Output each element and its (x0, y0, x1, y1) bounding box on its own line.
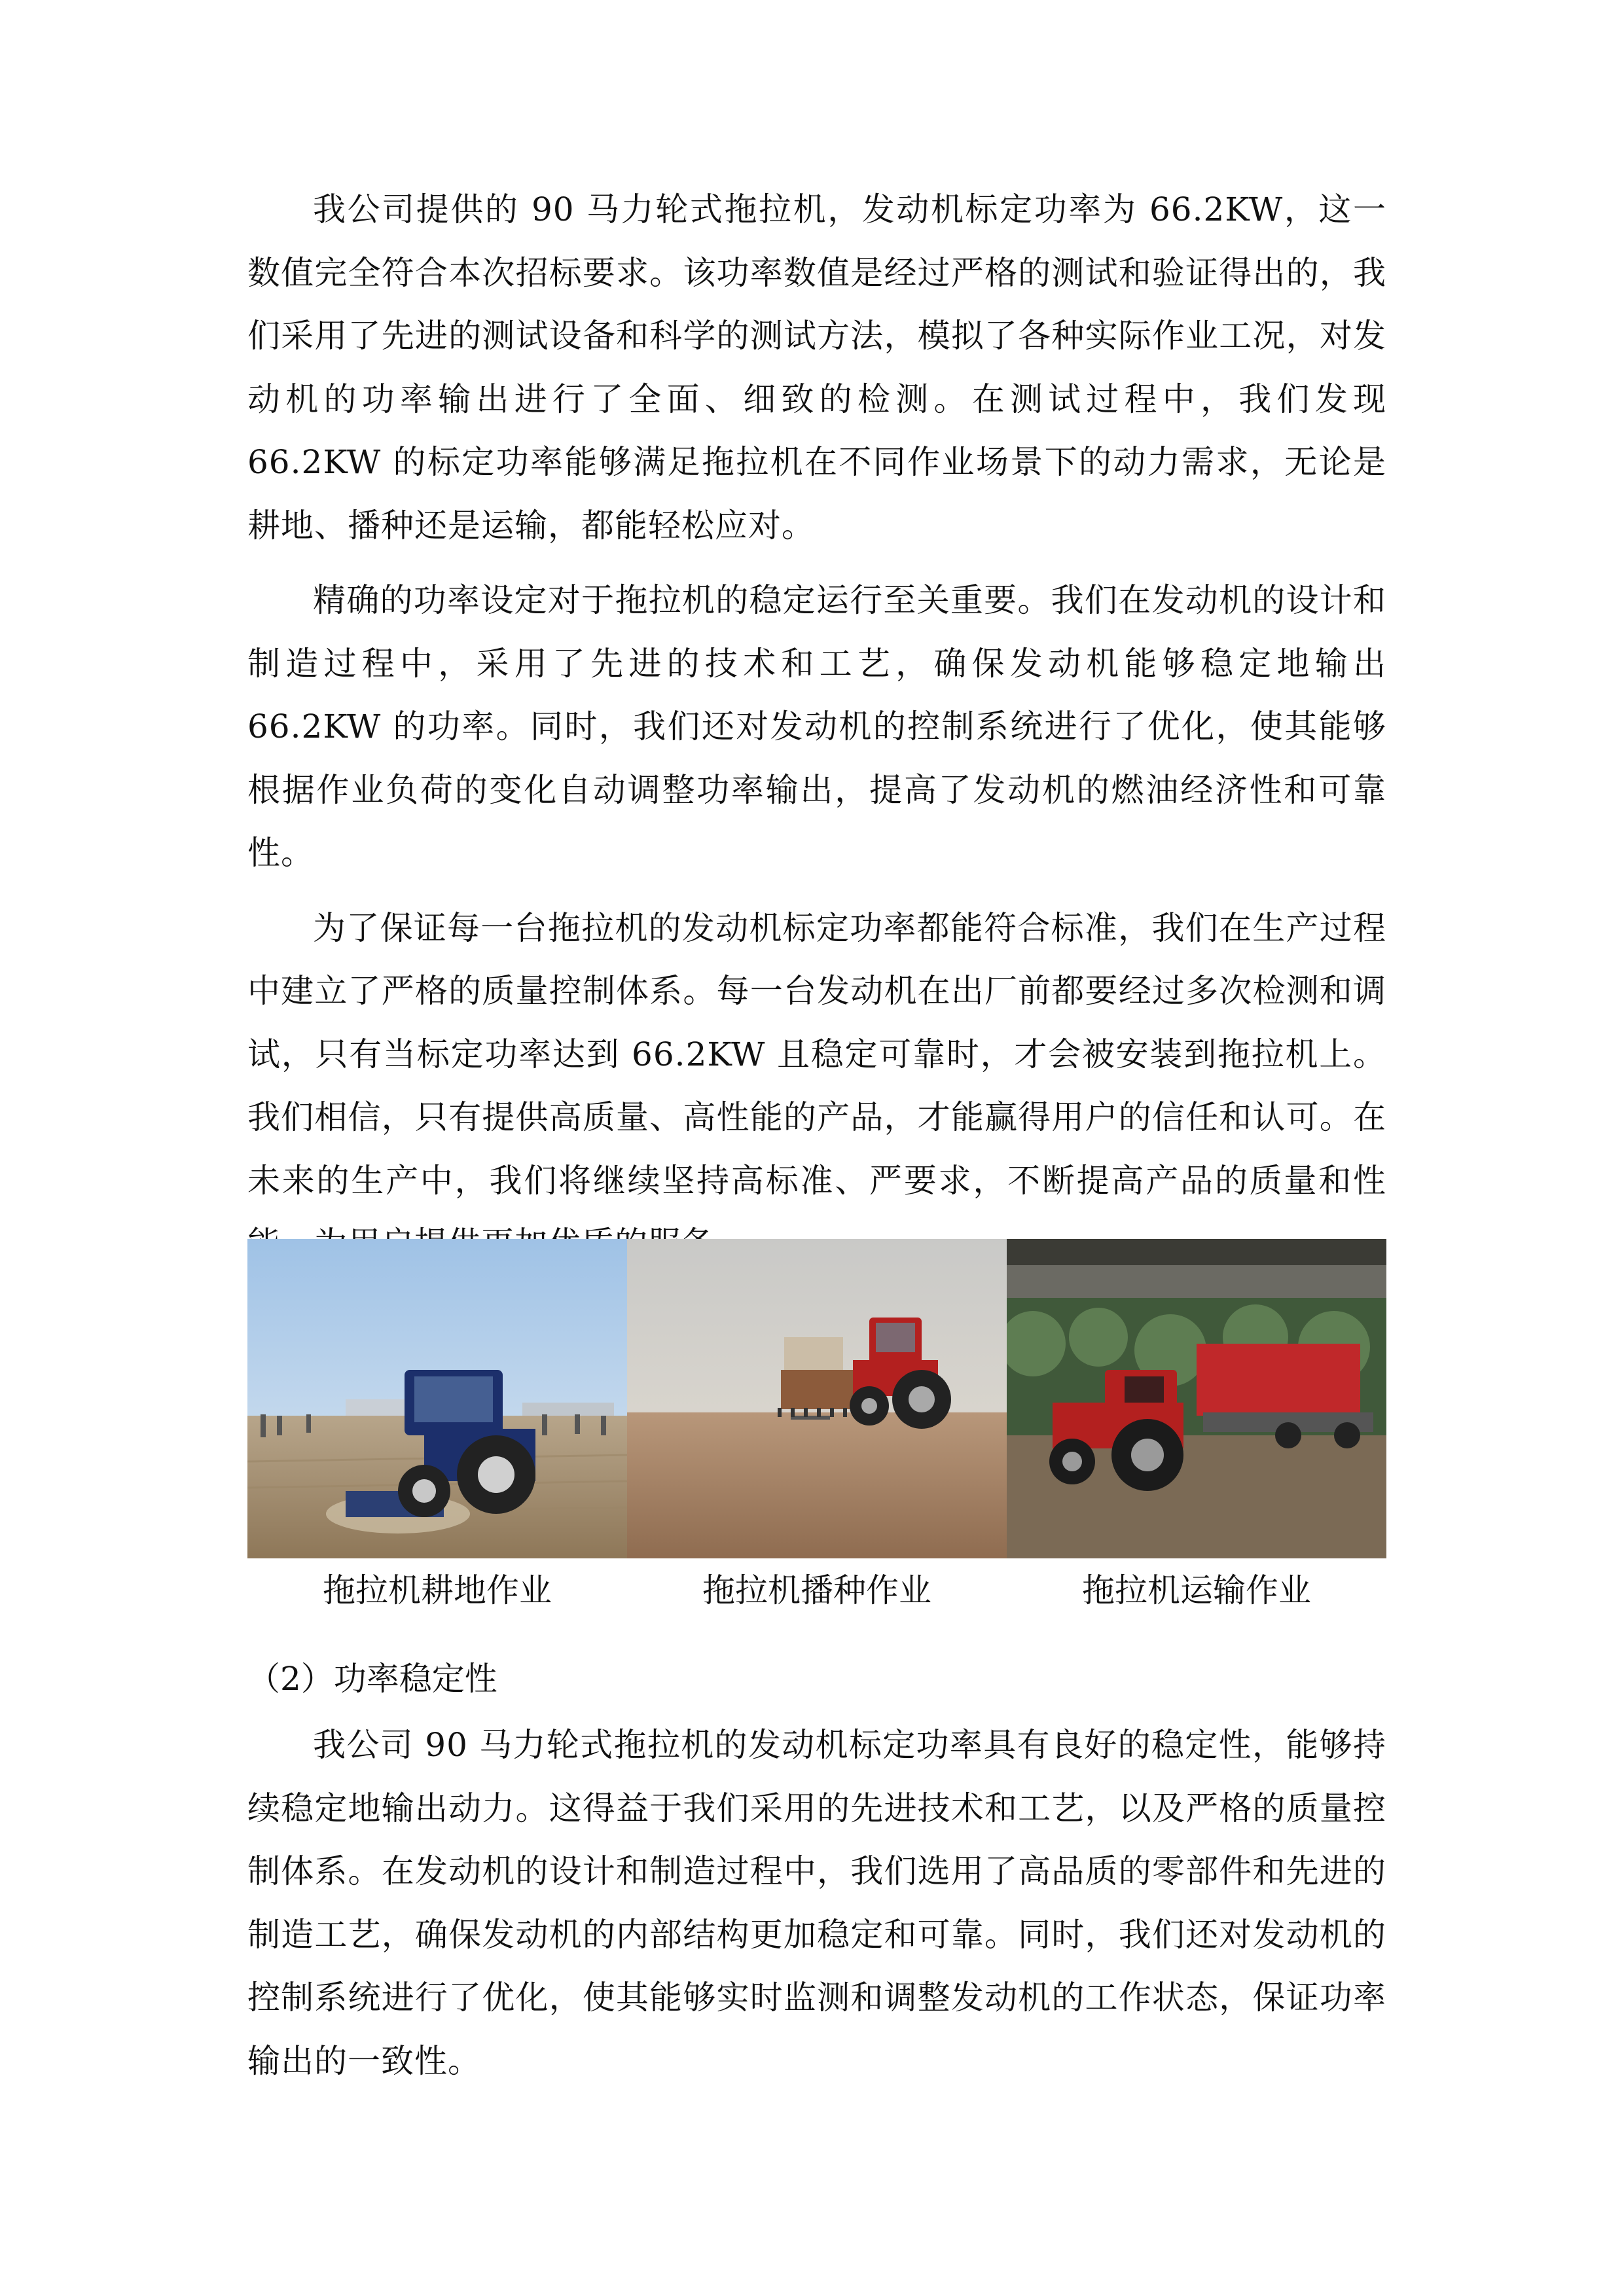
body-text (247, 178, 1386, 1276)
section-heading: （2）功率稳定性 (247, 1660, 497, 1698)
figure-row (247, 1239, 1386, 1558)
section-paragraph: 我公司 90 马力轮式拖拉机的发动机标定功率具有良好的稳定性，能够持续稳定地输出动力。这得益于我们采用的先进技术和工艺，以及严格的质量控制体系。在发动机的设计和制造过程中，我们选用了高品质的零部件和先进的制造工艺，确保发动机的内部结构更加稳定和可靠。同时，我们还对发动机的控制系统进行了优化，使其能够实时监测和调整发动机的工作状态，保证功率输出的一致性。 (247, 1726, 1386, 2080)
caption-transport: 拖拉机运输作业 (1082, 1571, 1311, 1609)
photo-tractor-plowing (247, 1239, 627, 1558)
caption-plowing: 拖拉机耕地作业 (323, 1571, 552, 1609)
caption-sowing: 拖拉机播种作业 (702, 1571, 931, 1609)
photo-tractor-transport (1007, 1239, 1386, 1558)
section-power-stability (247, 1656, 1386, 2092)
figure-captions (247, 1568, 1386, 1613)
paragraph-2: 精确的功率设定对于拖拉机的稳定运行至关重要。我们在发动机的设计和制造过程中，采用了先进的技术和工艺，确保发动机能够稳定地输出 66.2KW 的功率。同时，我们还对发动机的控制系统进行了优化，使其能够根据作业负荷的变化自动调整功率输出，提高了发动机的燃油经济性和可靠性。 (247, 581, 1386, 872)
paragraph-3: 为了保证每一台拖拉机的发动机标定功率都能符合标准，我们在生产过程中建立了严格的质量控制体系。每一台发动机在出厂前都要经过多次检测和调试，只有当标定功率达到 66.2KW 且稳定可靠时，才会被安装到拖拉机上。我们相信，只有提供高质量、高性能的产品，才能赢得用户的信任和认可。在未来的生产中，我们将继续坚持高标准、严要求，不断提高产品的质量和性 (247, 908, 1386, 1200)
paragraph-1: 我公司提供的 90 马力轮式拖拉机，发动机标定功率为 66.2KW，这一数值完全符合本次招标要求。该功率数值是经过严格的测试和验证得出的，我们采用了先进的测试设备和科学的测试方法，模拟了各种实际作业工况，对发动机的功率输出进行了全面、细致的检测。在测试过程中，我们发现 66.2KW 的标定功率能够满足拖拉机在不同作业场景下的动力需求，无论是耕地、播种还是运输，都能轻松应对。 (247, 190, 1386, 545)
photo-tractor-sowing (627, 1239, 1007, 1558)
